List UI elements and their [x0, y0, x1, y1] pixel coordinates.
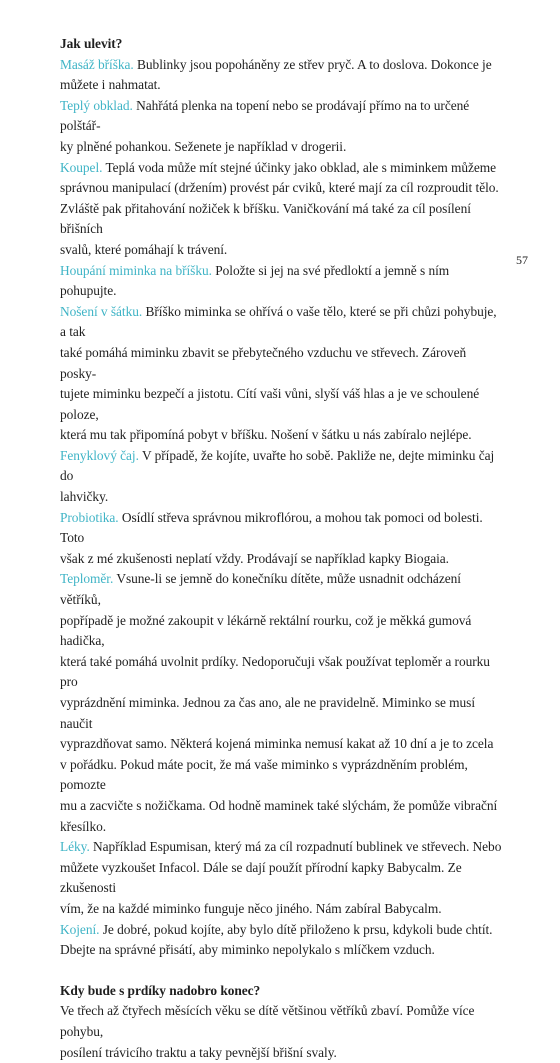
text-line: mu a zacvičte s nožičkama. Od hodně maminek také slýchám, že pomůže vibrační: [60, 797, 498, 813]
text-line: Nahřátá plenka na topení nebo se prodávají přímo na to určené polštář-: [60, 97, 470, 134]
text-line: Teplá voda může mít stejné účinky jako obklad, ale s miminkem můžeme: [102, 159, 497, 175]
text-line: ky plněné pohankou. Seženete je například v drogerii.: [60, 138, 347, 154]
text-line: Zvláště pak přitahování nožiček k bříšku. Vaničkování má také za cíl posílení břišních: [60, 200, 471, 237]
remedy-term: Nošení v šátku.: [60, 303, 143, 319]
text-line: Je dobré, pokud kojíte, aby bylo dítě přiloženo k prsu, kdykoli bude chtít.: [99, 921, 493, 937]
remedy-item: [60, 96, 502, 158]
text-line: také pomáhá miminku zbavit se přebytečného vzduchu ve střevech. Zároveň posky-: [60, 344, 467, 381]
page-number: 57: [516, 253, 528, 267]
text-line: Bříško miminka se ohřívá o vaše tělo, které se při chůzi pohybuje, a tak: [60, 303, 497, 340]
remedy-item: [60, 158, 502, 261]
text-line: správnou manipulací (držením) provést pár cviků, které mají za cíl rozproudit tělo.: [60, 180, 499, 196]
text-line: která také pomáhá uvolnit prdíky. Nedoporučuji však používat teploměr a rourku pro: [60, 653, 490, 690]
remedy-term: Koupel.: [60, 159, 103, 175]
text-line: Osídlí střeva správnou mikroflórou, a mohou tak pomoci od bolesti. Toto: [60, 509, 483, 546]
remedy-term: Probiotika.: [60, 509, 119, 525]
text-line: která mu tak připomíná pobyt v bříšku. Nošení v šátku u nás zabíralo nejlépe.: [60, 427, 472, 443]
section-heading-end: Kdy bude s prdíky nadobro konec?: [60, 982, 261, 998]
remedy-item: [60, 261, 502, 302]
text-line: tujete miminku bezpečí a jistotu. Cítí vaši vůni, slyší váš hlas a je ve schoulené poloze,: [60, 386, 480, 422]
closing-paragraph: [60, 1001, 502, 1063]
text-line: Dbejte na správné přisátí, aby miminko nepolykalo s mlíčkem vzduch.: [60, 942, 435, 958]
page-content: [60, 34, 502, 1063]
text-line: lahvičky.: [60, 489, 109, 505]
text-line: posílení trávicího traktu a taky pevnější břišní svaly.: [60, 1044, 337, 1060]
remedy-term: Léky.: [60, 839, 90, 855]
remedy-term: Kojení.: [60, 921, 100, 937]
text-line: v pořádku. Pokud máte pocit, že má vaše miminko s vyprázdněním problém, pomozte: [60, 756, 468, 793]
remedy-term: Masáž bříška.: [60, 56, 134, 72]
text-line: Položte si jej na své předloktí a jemně s ním pohupujte.: [60, 262, 450, 299]
remedy-term: Teplý obklad.: [60, 97, 133, 113]
remedy-list: [60, 55, 502, 961]
text-line: Například Espumisan, který má za cíl rozpadnutí bublinek ve střevech. Nebo: [89, 839, 502, 855]
remedy-item: [60, 837, 502, 919]
remedy-item: [60, 920, 502, 961]
remedy-term: Fenyklový čaj.: [60, 447, 139, 463]
text-line: V případě, že kojíte, uvařte ho sobě. Pakliže ne, dejte miminku čaj do: [60, 447, 495, 484]
text-line: vyprázdnění miminka. Jednou za čas ano, ale ne pravidelně. Miminko se musí naučit: [60, 695, 476, 731]
text-line: popřípadě je možné zakoupit v lékárně rektální rourku, což je měkká gumová hadička,: [60, 612, 472, 649]
remedy-item: [60, 446, 502, 508]
remedy-term: Houpání miminka na bříšku.: [60, 262, 212, 278]
remedy-item: [60, 55, 502, 96]
text-line: Vsune-li se jemně do konečníku dítěte, může usnadnit odcházení větříků,: [60, 571, 461, 608]
text-line: vím, že na každé miminko funguje něco jiného. Nám zabíral Babycalm.: [60, 900, 442, 916]
text-line: svalů, které pomáhají k trávení.: [60, 241, 228, 257]
text-line: můžete vyzkoušet Infacol. Dále se dají použít přírodní kapky Babycalm. Ze zkušenosti: [60, 859, 462, 896]
text-line: křesílko.: [60, 818, 107, 834]
text-line: však z mé zkušenosti neplatí vždy. Prodávají se například kapky Biogaia.: [60, 550, 449, 566]
remedy-item: [60, 569, 502, 837]
section-heading-relief: Jak ulevit?: [60, 36, 123, 51]
remedy-item: [60, 302, 502, 446]
remedy-term: Teploměr.: [60, 571, 114, 587]
text-line: Bublinky jsou popoháněny ze střev pryč. A to doslova. Dokonce je: [133, 56, 492, 72]
text-line: Ve třech až čtyřech měsících věku se dítě většinou větříků zbaví. Pomůže více pohybu,: [60, 1003, 475, 1039]
text-line: vyprazdňovat samo. Některá kojená miminka nemusí kakat až 10 dní a je to zcela: [60, 736, 494, 752]
text-line: můžete i nahmatat.: [60, 77, 161, 93]
remedy-item: [60, 508, 502, 570]
